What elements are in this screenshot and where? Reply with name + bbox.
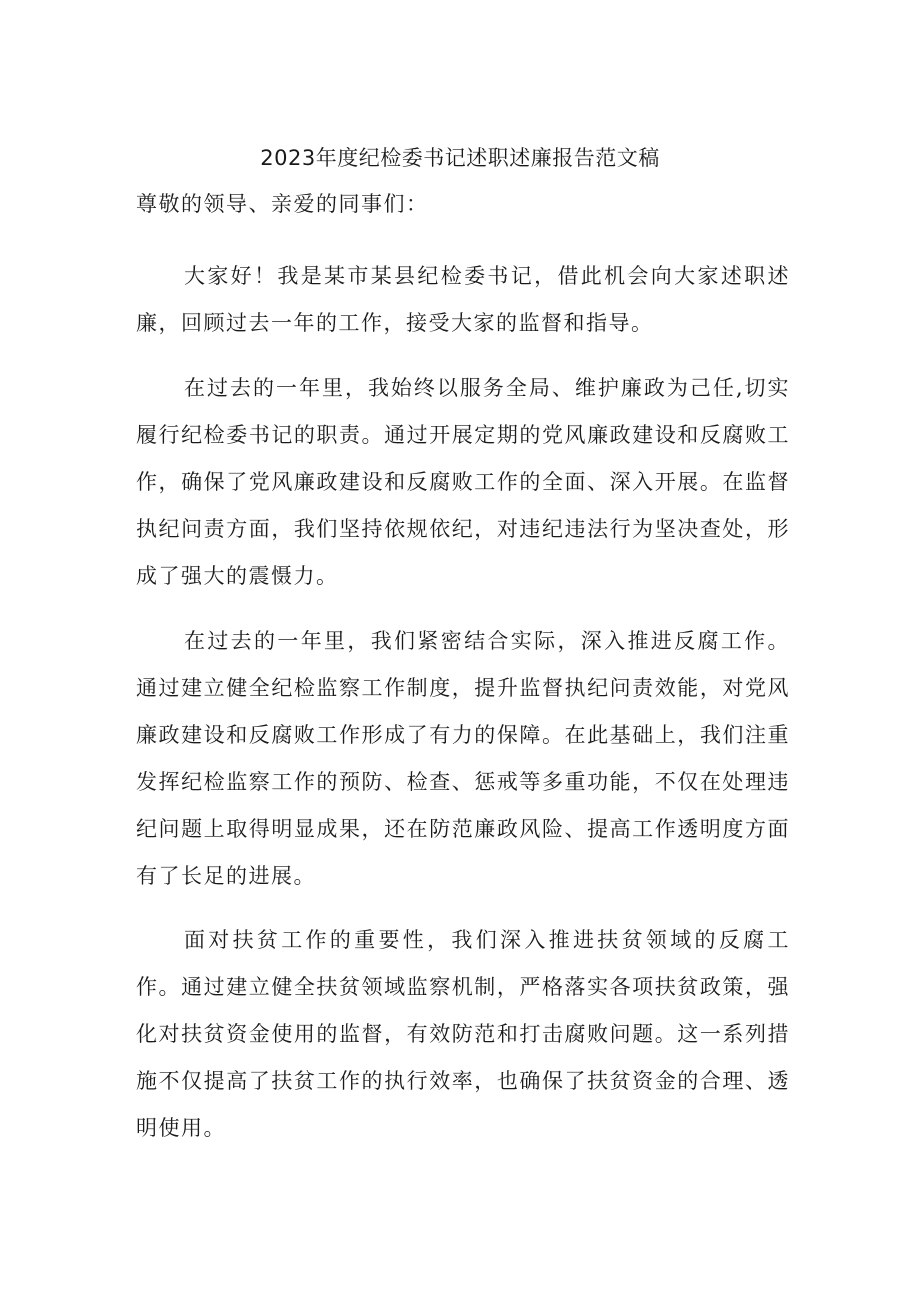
paragraph-anti-corruption: 在过去的一年里，我们紧密结合实际，深入推进反腐工作。通过建立健全纪检监察工作制度，提升监督执纪问责效能，对党风廉政建设和反腐败工作形成了有力的保障。在此基础上，我们注重发挥纪检监察工作的预防、检查、惩戒等多重功能，不仅在处理违纪问题上取得明显成果，还在防范廉政风险、提高工作透明度方面有了长足的进展。	[136, 629, 790, 888]
paragraph-greeting: 大家好！我是某市某县纪检委书记，借此机会向大家述职述廉，回顾过去一年的工作，接受大家的监督和指导。	[136, 264, 790, 335]
document-title: 2023年度纪检委书记述职述廉报告范文稿	[260, 146, 660, 170]
salutation: 尊敬的领导、亲爱的同事们：	[136, 192, 429, 216]
paragraph-duties: 在过去的一年里，我始终以服务全局、维护廉政为己任,切实履行纪检委书记的职责。通过开展定期的党风廉政建设和反腐败工作，确保了党风廉政建设和反腐败工作的全面、深入开展。在监督执纪问责方面，我们坚持依规依纪，对违纪违法行为坚决查处，形成了强大的震慑力。	[136, 376, 790, 588]
paragraph-poverty-alleviation: 面对扶贫工作的重要性，我们深入推进扶贫领域的反腐工作。通过建立健全扶贫领域监察机制，严格落实各项扶贫政策，强化对扶贫资金使用的监督，有效防范和打击腐败问题。这一系列措施不仅提高了扶贫工作的执行效率，也确保了扶贫资金的合理、透明使用。	[136, 928, 790, 1140]
